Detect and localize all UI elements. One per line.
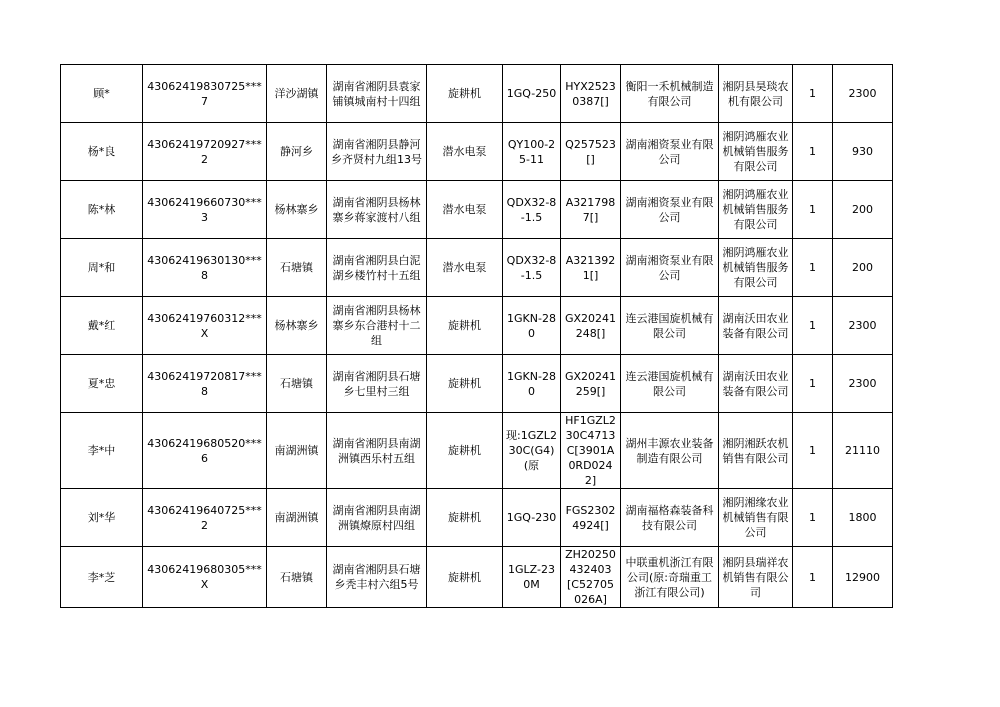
serial-number: A3217987[] [561,181,621,239]
township: 石塘镇 [267,547,327,608]
farmer-name: 李*中 [61,413,143,489]
township: 南湖洲镇 [267,413,327,489]
machine-category: 旋耕机 [427,355,503,413]
subsidy-amount: 12900 [833,547,893,608]
seller: 湘阴鸿雁农业机械销售服务有限公司 [719,123,793,181]
quantity: 1 [793,181,833,239]
township: 南湖洲镇 [267,489,327,547]
machine-model: QY100-25-11 [503,123,561,181]
id-number: 43062419680520***6 [143,413,267,489]
machine-category: 旋耕机 [427,489,503,547]
address: 湖南省湘阴县南湖洲镇燎原村四组 [327,489,427,547]
quantity: 1 [793,65,833,123]
machine-model: 1GQ-250 [503,65,561,123]
table-row [61,297,893,355]
machine-model: QDX32-8-1.5 [503,239,561,297]
manufacturer: 湖州丰源农业装备制造有限公司 [621,413,719,489]
machine-model: 1GKN-280 [503,355,561,413]
manufacturer: 湖南福格森装备科技有限公司 [621,489,719,547]
serial-number: ZH20250432403[C52705026A] [561,547,621,608]
id-number: 43062419680305***X [143,547,267,608]
table-row [61,547,893,608]
address: 湖南省湘阴县静河乡齐贤村九组13号 [327,123,427,181]
seller: 湘阴鸿雁农业机械销售服务有限公司 [719,239,793,297]
quantity: 1 [793,355,833,413]
seller: 湘阴县昊琰农机有限公司 [719,65,793,123]
id-number: 43062419830725***7 [143,65,267,123]
subsidy-amount: 2300 [833,355,893,413]
machine-model: 1GLZ-230M [503,547,561,608]
township: 杨林寨乡 [267,297,327,355]
table-row [61,413,893,489]
address: 湖南省湘阴县石塘乡七里村三组 [327,355,427,413]
address: 湖南省湘阴县白泥湖乡楼竹村十五组 [327,239,427,297]
serial-number: HYX25230387[] [561,65,621,123]
id-number: 43062419640725***2 [143,489,267,547]
machine-category: 旋耕机 [427,297,503,355]
subsidy-amount: 2300 [833,65,893,123]
serial-number: GX20241259[] [561,355,621,413]
farmer-name: 顾* [61,65,143,123]
quantity: 1 [793,489,833,547]
seller: 湘阴湘跃农机销售有限公司 [719,413,793,489]
quantity: 1 [793,413,833,489]
manufacturer: 湖南湘资泵业有限公司 [621,123,719,181]
id-number: 43062419660730***3 [143,181,267,239]
id-number: 43062419630130***8 [143,239,267,297]
township: 杨林寨乡 [267,181,327,239]
machine-category: 潜水电泵 [427,123,503,181]
manufacturer: 湖南湘资泵业有限公司 [621,239,719,297]
farmer-name: 夏*忠 [61,355,143,413]
manufacturer: 衡阳一禾机械制造有限公司 [621,65,719,123]
seller: 湘阴湘缘农业机械销售有限公司 [719,489,793,547]
seller: 湖南沃田农业装备有限公司 [719,355,793,413]
quantity: 1 [793,547,833,608]
id-number: 43062419720927***2 [143,123,267,181]
quantity: 1 [793,297,833,355]
serial-number: FGS23024924[] [561,489,621,547]
machine-model: 1GQ-230 [503,489,561,547]
farmer-name: 刘*华 [61,489,143,547]
subsidy-amount: 200 [833,181,893,239]
machine-model: 现:1GZL230C(G4)(原 [503,413,561,489]
farmer-name: 陈*林 [61,181,143,239]
serial-number: HF1GZL230C4713C[3901A0RD0242] [561,413,621,489]
manufacturer: 连云港国旋机械有限公司 [621,355,719,413]
address: 湖南省湘阴县南湖洲镇西乐村五组 [327,413,427,489]
manufacturer: 连云港国旋机械有限公司 [621,297,719,355]
subsidy-table [60,64,893,608]
subsidy-amount: 2300 [833,297,893,355]
serial-number: Q257523[] [561,123,621,181]
subsidy-amount: 1800 [833,489,893,547]
farmer-name: 戴*红 [61,297,143,355]
farmer-name: 周*和 [61,239,143,297]
machine-category: 旋耕机 [427,65,503,123]
subsidy-amount: 930 [833,123,893,181]
township: 石塘镇 [267,239,327,297]
seller: 湖南沃田农业装备有限公司 [719,297,793,355]
table-row [61,123,893,181]
subsidy-amount: 200 [833,239,893,297]
table-row [61,65,893,123]
table-body [61,65,893,608]
subsidy-amount: 21110 [833,413,893,489]
machine-category: 潜水电泵 [427,181,503,239]
manufacturer: 中联重机浙江有限公司(原:奇瑞重工浙江有限公司) [621,547,719,608]
township: 静河乡 [267,123,327,181]
township: 石塘镇 [267,355,327,413]
id-number: 43062419760312***X [143,297,267,355]
machine-category: 旋耕机 [427,413,503,489]
address: 湖南省湘阴县杨林寨乡东合港村十二组 [327,297,427,355]
machine-model: QDX32-8-1.5 [503,181,561,239]
serial-number: GX20241248[] [561,297,621,355]
machine-category: 旋耕机 [427,547,503,608]
serial-number: A3213921[] [561,239,621,297]
table-row [61,181,893,239]
id-number: 43062419720817***8 [143,355,267,413]
farmer-name: 李*芝 [61,547,143,608]
table-row [61,355,893,413]
quantity: 1 [793,239,833,297]
table-row [61,489,893,547]
manufacturer: 湖南湘资泵业有限公司 [621,181,719,239]
township: 洋沙湖镇 [267,65,327,123]
address: 湖南省湘阴县杨林寨乡蒋家渡村八组 [327,181,427,239]
address: 湖南省湘阴县袁家铺镇城南村十四组 [327,65,427,123]
seller: 湘阴县瑞祥农机销售有限公司 [719,547,793,608]
table-row [61,239,893,297]
machine-category: 潜水电泵 [427,239,503,297]
farmer-name: 杨*良 [61,123,143,181]
address: 湖南省湘阴县石塘乡秃丰村六组5号 [327,547,427,608]
quantity: 1 [793,123,833,181]
machine-model: 1GKN-280 [503,297,561,355]
seller: 湘阴鸿雁农业机械销售服务有限公司 [719,181,793,239]
